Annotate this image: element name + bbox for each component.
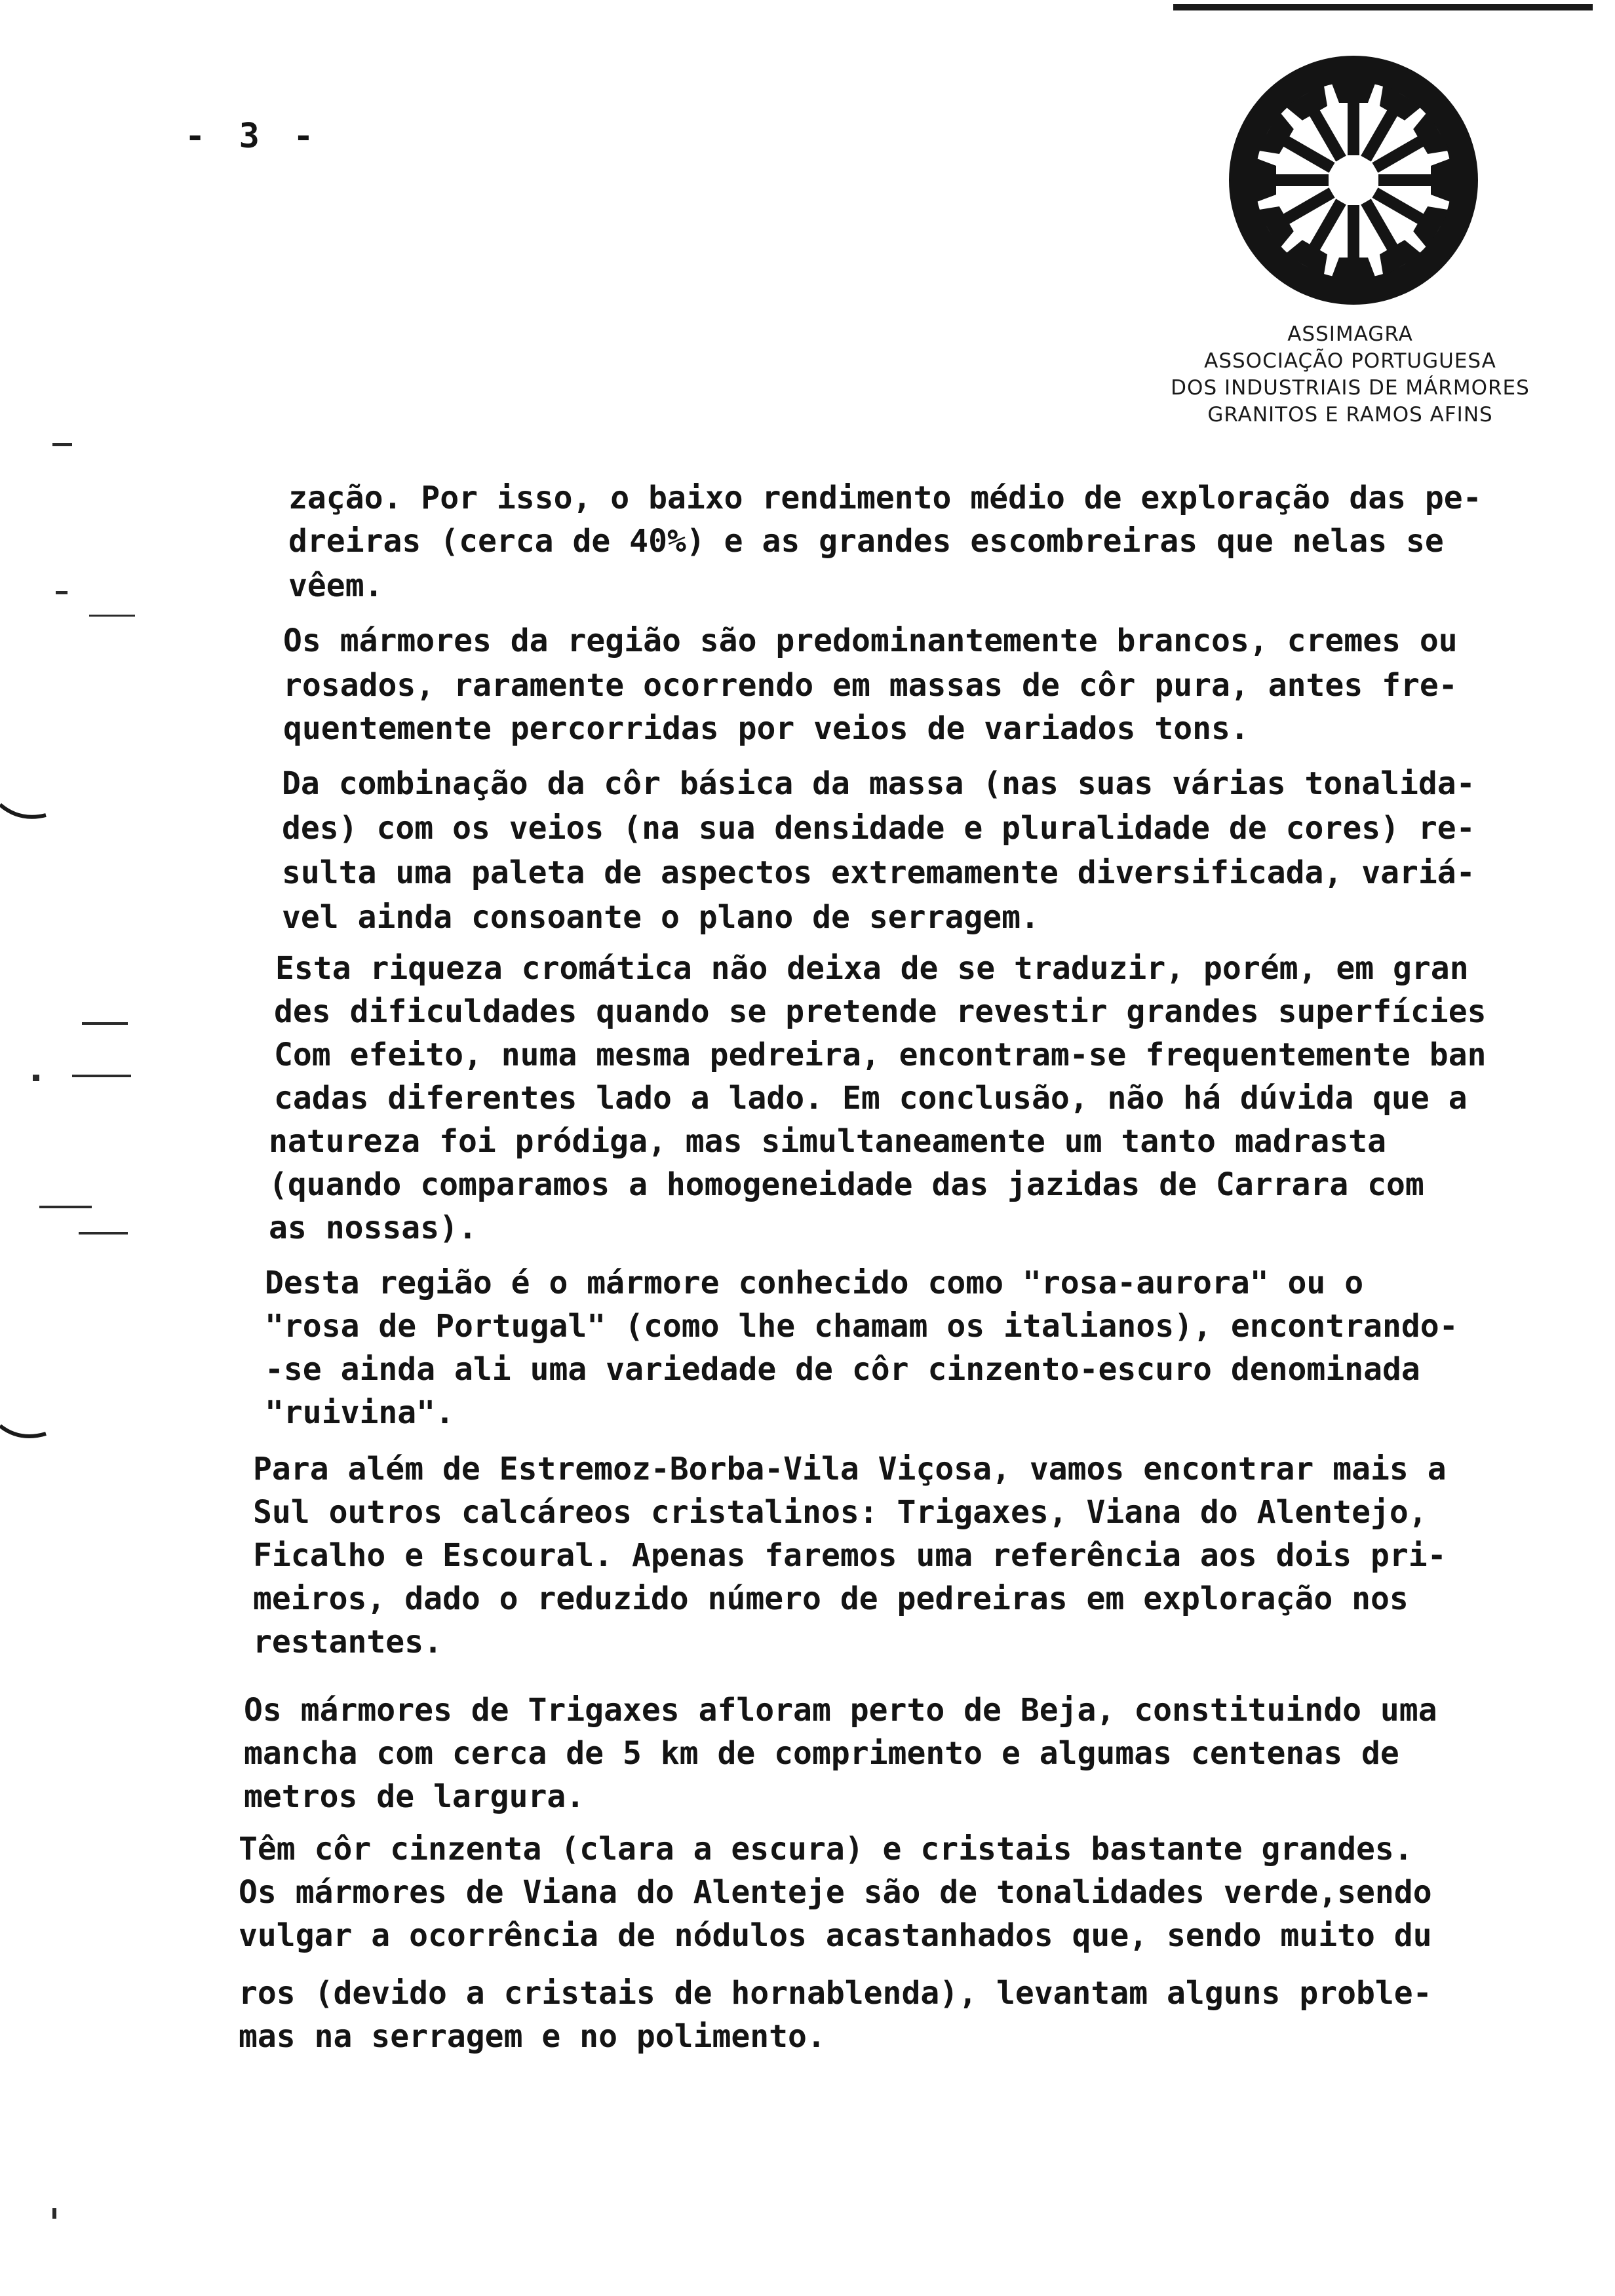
body-line: meiros, dado o reduzido número de pedreiras em exploração nos — [253, 1580, 1409, 1617]
body-line: natureza foi pródiga, mas simultaneamente um tanto madrasta — [269, 1123, 1387, 1160]
body-line: as nossas). — [269, 1210, 477, 1246]
body-line: Os mármores de Viana do Alenteje são de tonalidades verde,sendo — [239, 1874, 1432, 1911]
body-line: restantes. — [253, 1624, 442, 1660]
page-number: - 3 - — [185, 117, 321, 156]
scan-mark — [56, 591, 68, 594]
scan-mark — [52, 443, 72, 446]
body-line: -se ainda ali uma variedade de côr cinzento-escuro denominada — [265, 1351, 1420, 1388]
body-line: Têm côr cinzenta (clara a escura) e cristais bastante grandes. — [239, 1831, 1413, 1867]
body-line: dreiras (cerca de 40%) e as grandes escombreiras que nelas se — [288, 523, 1444, 560]
scan-mark — [82, 1022, 128, 1025]
scan-mark — [52, 2208, 56, 2219]
body-line: "ruivina". — [265, 1394, 454, 1431]
body-line: Da combinação da côr básica da massa (nas suas várias tonalida- — [282, 765, 1475, 802]
body-line: (quando comparamos a homogeneidade das jazidas de Carrara com — [269, 1166, 1424, 1203]
body-line: ros (devido a cristais de hornablenda), levantam alguns proble- — [239, 1975, 1432, 2012]
body-line: metros de largura. — [244, 1778, 585, 1815]
body-line: des dificuldades quando se pretende revestir grandes superfícies — [274, 993, 1487, 1030]
body-line: Com efeito, numa mesma pedreira, encontram-se frequentemente ban — [274, 1037, 1487, 1073]
body-line: Desta região é o mármore conhecido como "rosa-aurora" ou o — [265, 1265, 1364, 1301]
org-line-2: ASSOCIAÇÃO PORTUGUESA — [1204, 349, 1496, 373]
body-line: rosados, raramente ocorrendo em massas de côr pura, antes fre- — [283, 667, 1458, 704]
body-line: Para além de Estremoz-Borba-Vila Viçosa, vamos encontrar mais a — [253, 1451, 1447, 1487]
org-line-4: GRANITOS E RAMOS AFINS — [1207, 403, 1493, 427]
body-line: vêem. — [288, 567, 383, 604]
body-line: cadas diferentes lado a lado. Em conclusão, não há dúvida que a — [274, 1080, 1468, 1117]
body-line: Sul outros calcáreos cristalinos: Trigaxes, Viana do Alentejo, — [253, 1494, 1428, 1531]
margin-curve-mark — [0, 799, 52, 826]
body-line: Os mármores da região são predominantemente brancos, cremes ou — [283, 622, 1458, 659]
body-line: Os mármores de Trigaxes afloram perto de Beja, constituindo uma — [244, 1692, 1437, 1729]
body-line: Esta riqueza cromática não deixa de se traduzir, porém, em gran — [275, 950, 1469, 987]
scan-mark — [39, 1206, 92, 1208]
body-line: mancha com cerca de 5 km de comprimento e algumas centenas de — [244, 1735, 1399, 1772]
scan-mark — [79, 1232, 128, 1234]
body-line: vel ainda consoante o plano de serragem. — [282, 899, 1040, 936]
scan-mark — [89, 615, 135, 617]
body-line: mas na serragem e no polimento. — [239, 2018, 826, 2055]
body-line: sulta uma paleta de aspectos extremamente diversificada, variá- — [282, 854, 1475, 891]
margin-curve-mark — [0, 1422, 52, 1448]
body-line: quentemente percorridas por veios de variados tons. — [283, 710, 1249, 747]
body-line: Ficalho e Escoural. Apenas faremos uma referência aos dois pri- — [253, 1537, 1447, 1574]
org-name: ASSIMAGRA — [1287, 322, 1413, 346]
scan-mark — [72, 1075, 131, 1077]
scan-mark — [33, 1075, 39, 1081]
body-line: vulgar a ocorrência de nódulos acastanhados que, sendo muito du — [239, 1917, 1432, 1954]
body-line: "rosa de Portugal" (como lhe chamam os italianos), encontrando- — [265, 1308, 1458, 1345]
body-line: zação. Por isso, o baixo rendimento médio de exploração das pe- — [288, 480, 1482, 516]
org-line-3: DOS INDUSTRIAIS DE MÁRMORES — [1171, 376, 1530, 400]
body-line: des) com os veios (na sua densidade e pluralidade de cores) re- — [282, 810, 1475, 847]
